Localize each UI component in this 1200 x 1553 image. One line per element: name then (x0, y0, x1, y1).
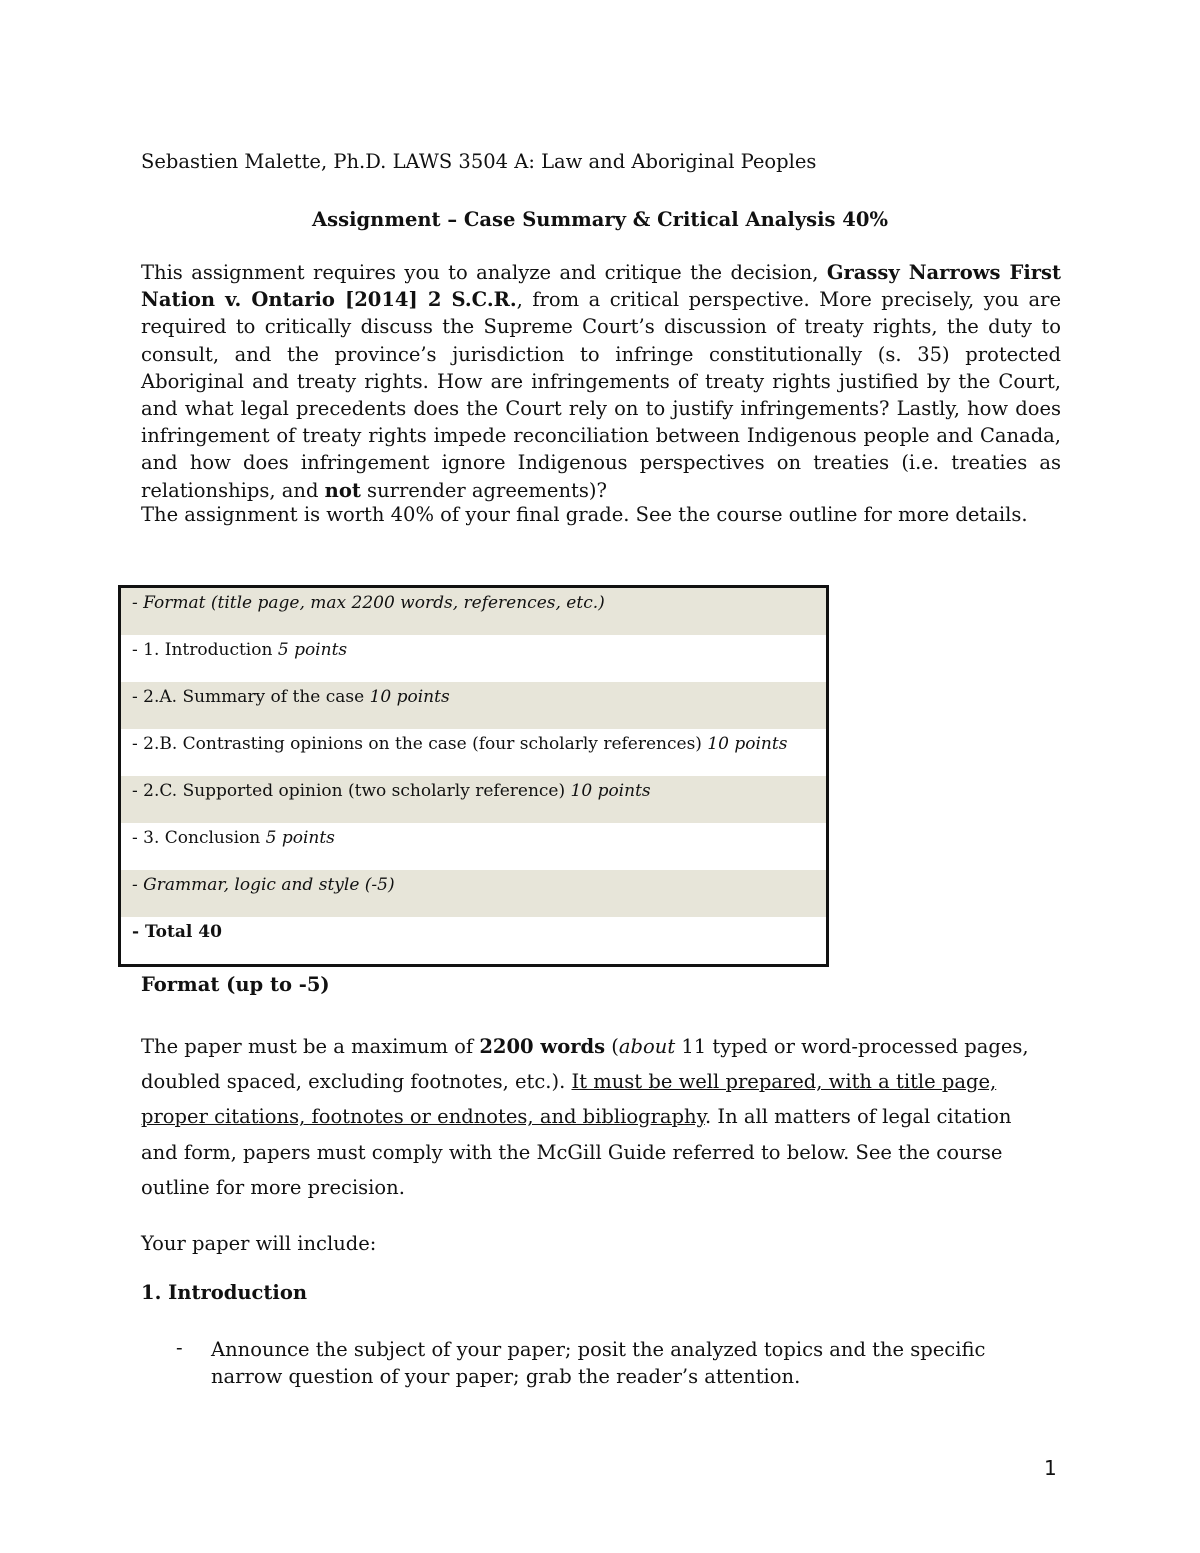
course-header: Sebastien Malette, Ph.D. LAWS 3504 A: Law and Aboriginal Peoples (141, 150, 817, 173)
rubric-row-summary (121, 682, 826, 729)
intro-text-1: This assignment requires you to analyze and critique the decision, (141, 261, 827, 284)
format-requirements-underlined: It must be well prepared, with a title page, proper citations, footnotes or endnotes, and bibliography (141, 1070, 997, 1129)
intro-text-2: , from a critical perspective. More precisely, you are required to critically discuss the Supreme Court’s discussion of treaty rights, the duty to consult, and the province’s jurisdiction to infringe constitutionally (s. 35) protected Aboriginal and treaty rights. How are infringements of treaty rights justified by the Court, and what legal precedents does the Court rely on to justify infringements? Lastly, how does infringement of treaty rights impede reconciliation between Indigenous people and Canada, and how does infringement ignore Indigenous perspectives on treaties (i.e. treaties as relationships, and (141, 288, 1061, 502)
rubric-label: - Format (title page, max 2200 words, references, etc.) (132, 593, 605, 613)
format-text-3: 11 typed or word-processed pages, doubled spaced, excluding footnotes, etc.). (141, 1035, 1029, 1094)
rubric-points: 10 points (369, 687, 450, 707)
rubric-label: - Grammar, logic and style (-5) (132, 875, 395, 895)
rubric-label: - 2.A. Summary of the case (132, 687, 370, 707)
rubric-row-total (121, 917, 826, 964)
rubric-label: - 3. Conclusion (132, 828, 266, 848)
case-name: Grassy Narrows First Nation v. Ontario [2014] 2 S.C.R. (141, 261, 1061, 312)
format-about: about (618, 1035, 676, 1058)
grading-rubric-table (118, 585, 829, 967)
include-line: Your paper will include: (141, 1232, 377, 1255)
rubric-points: 10 points (570, 781, 651, 801)
rubric-label: - 2.C. Supported opinion (two scholarly reference) (132, 781, 571, 801)
grade-weight-note: The assignment is worth 40% of your final grade. See the course outline for more details. (141, 503, 1028, 526)
rubric-row-format (121, 588, 826, 635)
rubric-label: - Total 40 (132, 922, 222, 942)
word-limit: 2200 words (479, 1035, 606, 1058)
assignment-description (141, 259, 1061, 504)
rubric-points: 5 points (277, 640, 348, 660)
rubric-row-introduction (121, 635, 826, 682)
rubric-row-grammar (121, 870, 826, 917)
rubric-points: 5 points (265, 828, 335, 848)
introduction-heading: 1. Introduction (141, 1281, 308, 1304)
rubric-row-supported-opinion (121, 776, 826, 823)
intro-text-3: surrender agreements)? (360, 478, 607, 502)
format-text-1: The paper must be a maximum of (141, 1035, 480, 1058)
format-text-2: ( (605, 1035, 619, 1058)
format-description (141, 1029, 1041, 1205)
rubric-points: 10 points (707, 734, 788, 754)
format-text-4: . In all matters of legal citation and form, papers must comply with the McGill Guide referred to below. See the course outline for more precision. (141, 1105, 1012, 1199)
rubric-row-conclusion (121, 823, 826, 870)
rubric-row-contrasting-opinions (121, 729, 826, 776)
intro-emphasis: not (324, 478, 361, 502)
bullet-marker: - (176, 1336, 183, 1359)
introduction-bullet: Announce the subject of your paper; posit the analyzed topics and the specific narrow question of your paper; grab the reader’s attention. (211, 1338, 986, 1389)
rubric-label: - 2.B. Contrasting opinions on the case (four scholarly references) (132, 734, 708, 754)
assignment-title: Assignment – Case Summary & Critical Analysis 40% (312, 208, 888, 231)
page-number: 1 (1044, 1456, 1057, 1480)
rubric-label: - 1. Introduction (132, 640, 278, 660)
format-heading: Format (up to -5) (141, 973, 330, 996)
